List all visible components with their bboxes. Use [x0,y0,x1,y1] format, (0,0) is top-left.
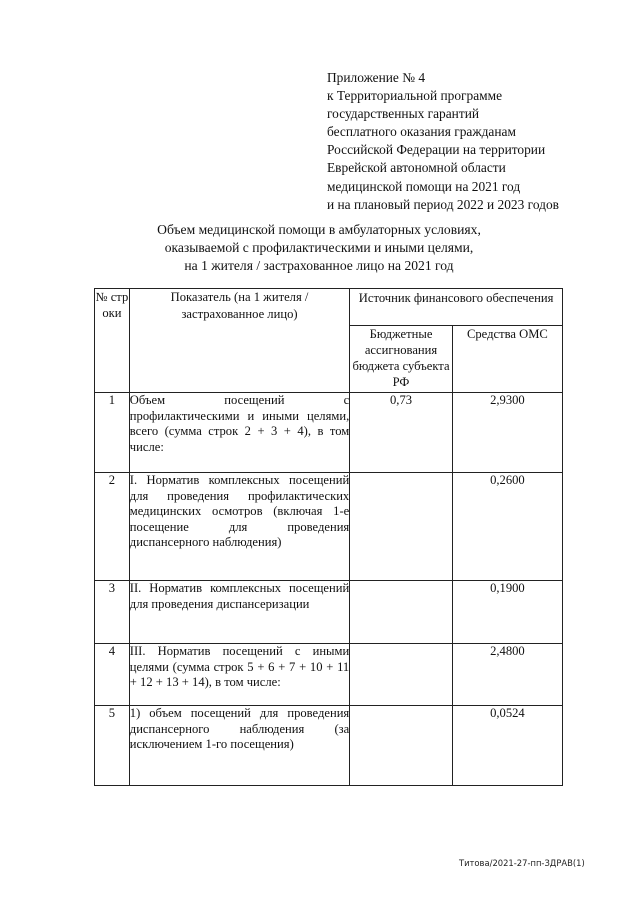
table-header-row [95,289,563,326]
appendix-line: и на плановый период 2022 и 2023 годов [327,196,559,212]
row-number: 3 [95,581,130,644]
title-line: оказываемой с профилактическими и иными целями, [164,240,474,256]
header-row-number: № стр оки [95,289,130,393]
header-indicator: Показатель (на 1 жителя / застрахованное лицо) [129,289,349,393]
document-title [100,221,538,276]
appendix-line: бесплатного оказания гражданам [327,124,516,140]
header-funding-source: Источник финансового обеспечения [350,289,563,326]
table-row [95,473,563,581]
header-budget: Бюджетные ассигнования бюджета субъекта РФ [350,326,453,393]
document-footer: Титова/2021-27-пп-ЗДРАВ(1) [459,858,585,868]
title-line: на 1 жителя / застрахованное лицо на 2021 год [184,258,454,274]
table-row [95,706,563,786]
row-budget-value [350,706,453,786]
table-row [95,581,563,644]
appendix-line: Еврейской автономной области [327,160,506,176]
row-indicator: 1) объем посещений для проведения диспансерного наблюдения (за исключением 1-го посещения) [129,706,349,786]
row-budget-value: 0,73 [350,393,453,473]
row-budget-value [350,473,453,581]
row-number: 2 [95,473,130,581]
appendix-line: государственных гарантий [327,106,480,122]
row-indicator: Объем посещений с профилактическими и иными целями, всего (сумма строк 2 + 3 + 4), в том числе: [129,393,349,473]
row-indicator: I. Норматив комплексных посещений для проведения профилактических медицинских осмотров (включая 1-е посещение для проведения диспансерного наблюдения) [129,473,349,581]
row-oms-value: 2,9300 [452,393,562,473]
row-budget-value [350,581,453,644]
appendix-line: Приложение № 4 [327,70,426,85]
row-oms-value: 0,1900 [452,581,562,644]
title-line: Объем медицинской помощи в амбулаторных условиях, [157,222,481,237]
table-row [95,393,563,473]
row-oms-value: 0,0524 [452,706,562,786]
table-row [95,644,563,706]
row-oms-value: 2,4800 [452,644,562,706]
appendix-line: медицинской помощи на 2021 год [327,178,521,194]
row-indicator: II. Норматив комплексных посещений для проведения диспансеризации [129,581,349,644]
row-oms-value: 0,2600 [452,473,562,581]
row-indicator: III. Норматив посещений с иными целями (сумма строк 5 + 6 + 7 + 10 + 11 + 12 + 13 + 14), в том числе: [129,644,349,706]
header-oms: Средства ОМС [452,326,562,393]
volume-table [94,288,563,786]
row-number: 4 [95,644,130,706]
row-number: 5 [95,706,130,786]
row-budget-value [350,644,453,706]
appendix-line: Российской Федерации на территории [327,142,546,158]
appendix-line: к Территориальной программе [327,88,503,104]
row-number: 1 [95,393,130,473]
appendix-header [327,69,617,214]
